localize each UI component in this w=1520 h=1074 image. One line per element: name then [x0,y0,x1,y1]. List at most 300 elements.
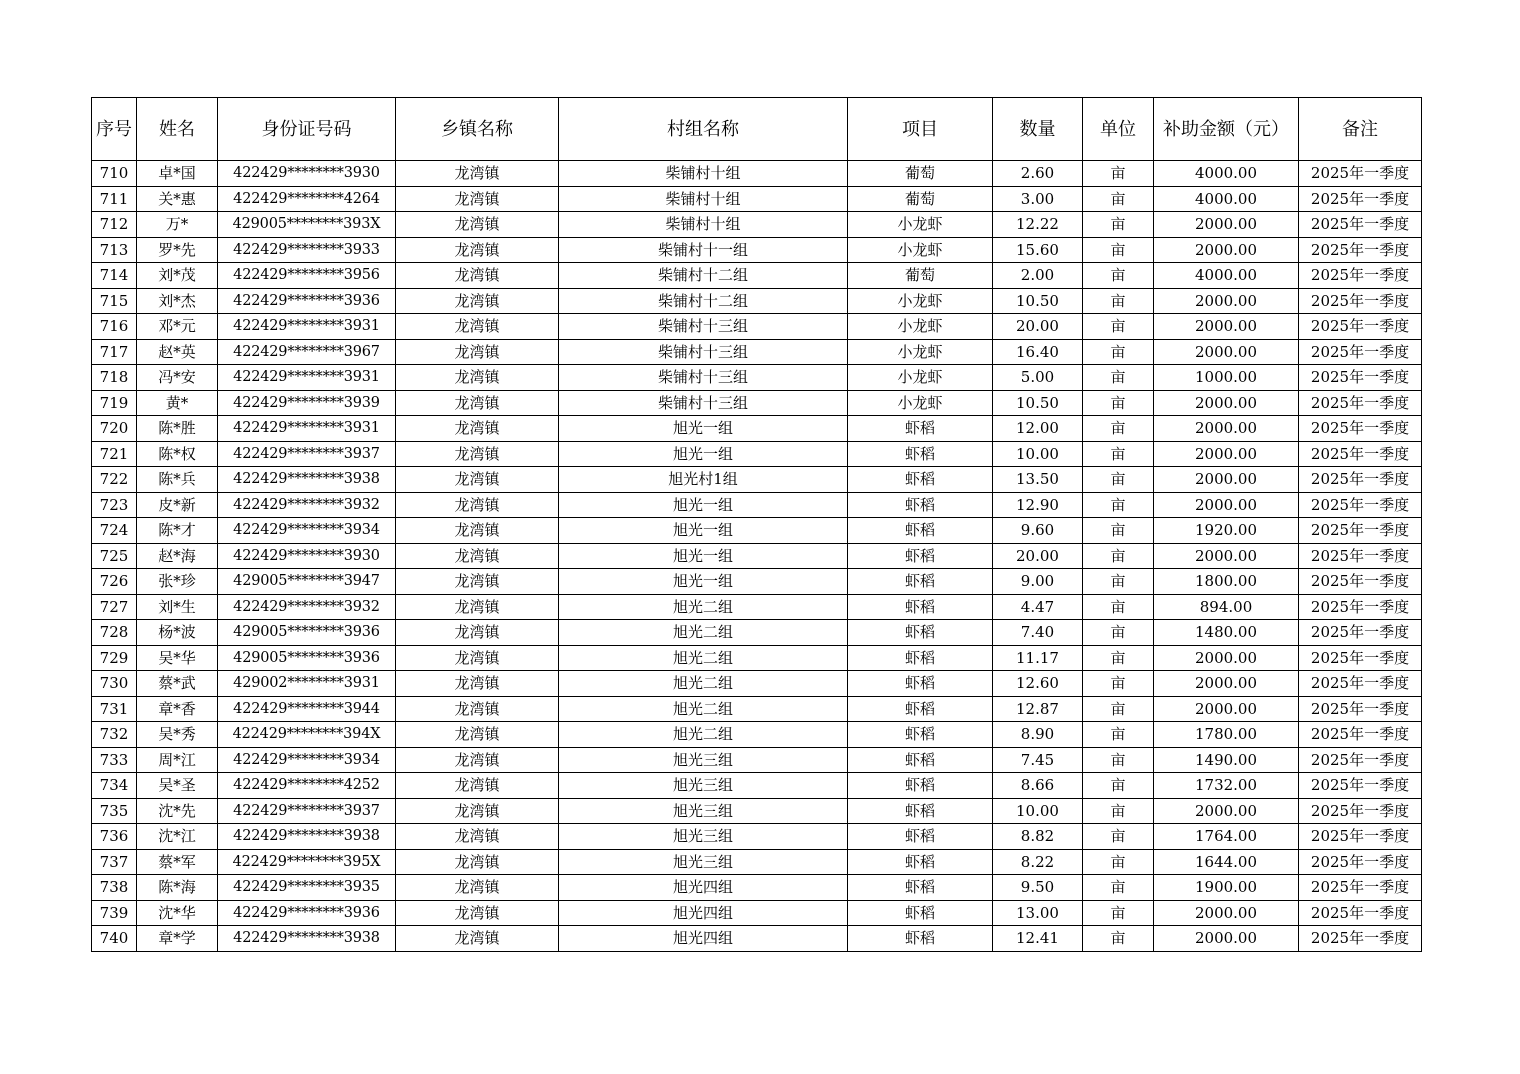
cell-quantity: 9.60 [993,518,1083,544]
cell-subsidy-amount: 2000.00 [1154,645,1299,671]
cell-village-group: 柴铺村十三组 [559,339,848,365]
table-row [92,849,1422,875]
cell-id-number: 422429********3930 [218,161,396,187]
table-row [92,645,1422,671]
cell-index: 722 [92,467,137,493]
cell-name: 刘*杰 [137,288,218,314]
cell-index: 715 [92,288,137,314]
cell-id-number: 422429********3938 [218,467,396,493]
cell-village-group: 旭光一组 [559,543,848,569]
cell-id-number: 422429********3956 [218,263,396,289]
cell-township: 龙湾镇 [396,518,559,544]
cell-id-number: 422429********3934 [218,518,396,544]
table-row [92,671,1422,697]
cell-unit: 亩 [1083,798,1154,824]
cell-project: 虾稻 [848,441,993,467]
cell-remarks: 2025年一季度 [1299,671,1422,697]
cell-village-group: 旭光村1组 [559,467,848,493]
header-id-number: 身份证号码 [218,98,396,161]
cell-index: 735 [92,798,137,824]
cell-unit: 亩 [1083,747,1154,773]
cell-index: 733 [92,747,137,773]
cell-quantity: 3.00 [993,186,1083,212]
cell-subsidy-amount: 4000.00 [1154,263,1299,289]
cell-name: 杨*波 [137,620,218,646]
cell-remarks: 2025年一季度 [1299,747,1422,773]
subsidy-table [91,97,1422,952]
cell-unit: 亩 [1083,518,1154,544]
cell-id-number: 429005********3936 [218,620,396,646]
cell-quantity: 13.50 [993,467,1083,493]
cell-unit: 亩 [1083,875,1154,901]
cell-project: 虾稻 [848,773,993,799]
cell-id-number: 422429********3938 [218,926,396,952]
cell-township: 龙湾镇 [396,671,559,697]
cell-village-group: 旭光三组 [559,824,848,850]
cell-subsidy-amount: 1780.00 [1154,722,1299,748]
cell-unit: 亩 [1083,722,1154,748]
cell-project: 虾稻 [848,543,993,569]
cell-quantity: 10.50 [993,390,1083,416]
table-row [92,518,1422,544]
cell-id-number: 422429********3931 [218,365,396,391]
cell-quantity: 8.82 [993,824,1083,850]
header-remarks: 备注 [1299,98,1422,161]
cell-name: 吴*秀 [137,722,218,748]
cell-township: 龙湾镇 [396,492,559,518]
cell-name: 皮*新 [137,492,218,518]
cell-id-number: 429005********393X [218,212,396,238]
table-row [92,798,1422,824]
cell-name: 蔡*军 [137,849,218,875]
cell-name: 章*香 [137,696,218,722]
cell-subsidy-amount: 1644.00 [1154,849,1299,875]
cell-unit: 亩 [1083,671,1154,697]
cell-subsidy-amount: 2000.00 [1154,543,1299,569]
cell-township: 龙湾镇 [396,186,559,212]
cell-remarks: 2025年一季度 [1299,441,1422,467]
cell-township: 龙湾镇 [396,390,559,416]
cell-village-group: 柴铺村十组 [559,212,848,238]
cell-village-group: 柴铺村十二组 [559,263,848,289]
cell-quantity: 12.41 [993,926,1083,952]
cell-name: 关*惠 [137,186,218,212]
cell-village-group: 旭光一组 [559,518,848,544]
cell-id-number: 422429********3936 [218,900,396,926]
cell-unit: 亩 [1083,594,1154,620]
cell-village-group: 柴铺村十三组 [559,390,848,416]
table-row [92,875,1422,901]
cell-village-group: 柴铺村十组 [559,161,848,187]
cell-township: 龙湾镇 [396,620,559,646]
cell-unit: 亩 [1083,492,1154,518]
cell-township: 龙湾镇 [396,849,559,875]
cell-township: 龙湾镇 [396,543,559,569]
cell-village-group: 旭光三组 [559,773,848,799]
cell-id-number: 422429********4252 [218,773,396,799]
cell-remarks: 2025年一季度 [1299,492,1422,518]
header-project: 项目 [848,98,993,161]
cell-unit: 亩 [1083,849,1154,875]
cell-index: 716 [92,314,137,340]
cell-id-number: 422429********4264 [218,186,396,212]
cell-subsidy-amount: 1900.00 [1154,875,1299,901]
cell-id-number: 422429********3931 [218,314,396,340]
cell-name: 陈*权 [137,441,218,467]
table-row [92,288,1422,314]
cell-name: 邓*元 [137,314,218,340]
cell-remarks: 2025年一季度 [1299,518,1422,544]
cell-village-group: 旭光二组 [559,594,848,620]
cell-project: 虾稻 [848,849,993,875]
header-index: 序号 [92,98,137,161]
cell-remarks: 2025年一季度 [1299,773,1422,799]
cell-quantity: 4.47 [993,594,1083,620]
cell-name: 陈*海 [137,875,218,901]
cell-quantity: 12.22 [993,212,1083,238]
cell-village-group: 旭光一组 [559,441,848,467]
cell-remarks: 2025年一季度 [1299,875,1422,901]
cell-remarks: 2025年一季度 [1299,594,1422,620]
cell-id-number: 422429********3938 [218,824,396,850]
table-row [92,237,1422,263]
cell-project: 小龙虾 [848,390,993,416]
cell-index: 736 [92,824,137,850]
cell-village-group: 旭光三组 [559,798,848,824]
cell-township: 龙湾镇 [396,161,559,187]
cell-project: 小龙虾 [848,365,993,391]
cell-project: 虾稻 [848,747,993,773]
cell-name: 刘*茂 [137,263,218,289]
cell-quantity: 8.90 [993,722,1083,748]
header-name: 姓名 [137,98,218,161]
cell-name: 章*学 [137,926,218,952]
cell-township: 龙湾镇 [396,441,559,467]
cell-index: 727 [92,594,137,620]
cell-unit: 亩 [1083,696,1154,722]
cell-project: 小龙虾 [848,288,993,314]
cell-village-group: 柴铺村十三组 [559,365,848,391]
cell-quantity: 9.50 [993,875,1083,901]
cell-project: 虾稻 [848,594,993,620]
cell-name: 罗*先 [137,237,218,263]
header-subsidy-amount: 补助金额（元） [1154,98,1299,161]
cell-village-group: 柴铺村十组 [559,186,848,212]
cell-remarks: 2025年一季度 [1299,543,1422,569]
cell-township: 龙湾镇 [396,416,559,442]
cell-id-number: 422429********3939 [218,390,396,416]
cell-township: 龙湾镇 [396,237,559,263]
cell-project: 虾稻 [848,926,993,952]
cell-quantity: 10.50 [993,288,1083,314]
cell-index: 721 [92,441,137,467]
cell-quantity: 11.17 [993,645,1083,671]
table-row [92,186,1422,212]
cell-index: 725 [92,543,137,569]
cell-township: 龙湾镇 [396,696,559,722]
table-row [92,620,1422,646]
table-body [92,161,1422,952]
cell-quantity: 10.00 [993,798,1083,824]
cell-village-group: 旭光三组 [559,747,848,773]
cell-index: 738 [92,875,137,901]
cell-unit: 亩 [1083,212,1154,238]
cell-project: 虾稻 [848,900,993,926]
cell-subsidy-amount: 1000.00 [1154,365,1299,391]
cell-name: 吴*华 [137,645,218,671]
cell-remarks: 2025年一季度 [1299,416,1422,442]
cell-remarks: 2025年一季度 [1299,900,1422,926]
cell-township: 龙湾镇 [396,926,559,952]
cell-id-number: 422429********3930 [218,543,396,569]
cell-remarks: 2025年一季度 [1299,161,1422,187]
cell-name: 陈*才 [137,518,218,544]
cell-quantity: 16.40 [993,339,1083,365]
cell-village-group: 旭光二组 [559,620,848,646]
cell-quantity: 5.00 [993,365,1083,391]
cell-index: 730 [92,671,137,697]
header-row [92,98,1422,161]
cell-id-number: 422429********3967 [218,339,396,365]
cell-index: 720 [92,416,137,442]
cell-remarks: 2025年一季度 [1299,798,1422,824]
cell-subsidy-amount: 2000.00 [1154,237,1299,263]
cell-index: 717 [92,339,137,365]
cell-name: 万* [137,212,218,238]
cell-unit: 亩 [1083,186,1154,212]
cell-quantity: 2.60 [993,161,1083,187]
cell-unit: 亩 [1083,645,1154,671]
table-row [92,900,1422,926]
cell-remarks: 2025年一季度 [1299,365,1422,391]
cell-village-group: 柴铺村十二组 [559,288,848,314]
cell-name: 沈*先 [137,798,218,824]
cell-id-number: 422429********394X [218,722,396,748]
cell-index: 710 [92,161,137,187]
cell-index: 714 [92,263,137,289]
cell-unit: 亩 [1083,314,1154,340]
cell-id-number: 422429********3933 [218,237,396,263]
cell-id-number: 422429********3932 [218,594,396,620]
cell-subsidy-amount: 1764.00 [1154,824,1299,850]
cell-township: 龙湾镇 [396,645,559,671]
cell-quantity: 12.87 [993,696,1083,722]
cell-id-number: 422429********3937 [218,441,396,467]
cell-project: 虾稻 [848,671,993,697]
cell-subsidy-amount: 2000.00 [1154,900,1299,926]
cell-village-group: 旭光一组 [559,492,848,518]
cell-remarks: 2025年一季度 [1299,722,1422,748]
cell-project: 虾稻 [848,875,993,901]
cell-id-number: 429005********3936 [218,645,396,671]
cell-subsidy-amount: 2000.00 [1154,416,1299,442]
cell-project: 虾稻 [848,467,993,493]
cell-subsidy-amount: 2000.00 [1154,492,1299,518]
cell-quantity: 15.60 [993,237,1083,263]
cell-quantity: 2.00 [993,263,1083,289]
cell-quantity: 8.22 [993,849,1083,875]
cell-township: 龙湾镇 [396,263,559,289]
cell-township: 龙湾镇 [396,314,559,340]
cell-subsidy-amount: 1490.00 [1154,747,1299,773]
cell-subsidy-amount: 894.00 [1154,594,1299,620]
cell-quantity: 8.66 [993,773,1083,799]
cell-index: 729 [92,645,137,671]
header-village-group: 村组名称 [559,98,848,161]
cell-village-group: 旭光一组 [559,416,848,442]
cell-name: 冯*安 [137,365,218,391]
cell-subsidy-amount: 2000.00 [1154,467,1299,493]
cell-project: 虾稻 [848,824,993,850]
cell-index: 723 [92,492,137,518]
cell-township: 龙湾镇 [396,569,559,595]
cell-project: 虾稻 [848,569,993,595]
cell-township: 龙湾镇 [396,365,559,391]
cell-name: 赵*海 [137,543,218,569]
cell-id-number: 422429********395X [218,849,396,875]
cell-project: 虾稻 [848,645,993,671]
cell-remarks: 2025年一季度 [1299,263,1422,289]
cell-index: 734 [92,773,137,799]
cell-subsidy-amount: 2000.00 [1154,390,1299,416]
cell-index: 731 [92,696,137,722]
cell-id-number: 429005********3947 [218,569,396,595]
cell-remarks: 2025年一季度 [1299,620,1422,646]
cell-unit: 亩 [1083,620,1154,646]
cell-subsidy-amount: 1480.00 [1154,620,1299,646]
header-quantity: 数量 [993,98,1083,161]
cell-remarks: 2025年一季度 [1299,186,1422,212]
table-row [92,263,1422,289]
table-row [92,467,1422,493]
table-row [92,773,1422,799]
table-row [92,416,1422,442]
cell-project: 葡萄 [848,161,993,187]
table-row [92,824,1422,850]
table-row [92,747,1422,773]
cell-township: 龙湾镇 [396,467,559,493]
cell-village-group: 旭光二组 [559,696,848,722]
cell-name: 吴*圣 [137,773,218,799]
cell-project: 虾稻 [848,518,993,544]
cell-unit: 亩 [1083,365,1154,391]
cell-unit: 亩 [1083,467,1154,493]
cell-quantity: 10.00 [993,441,1083,467]
cell-subsidy-amount: 2000.00 [1154,696,1299,722]
cell-unit: 亩 [1083,416,1154,442]
cell-name: 沈*华 [137,900,218,926]
cell-unit: 亩 [1083,237,1154,263]
cell-id-number: 422429********3935 [218,875,396,901]
table-row [92,441,1422,467]
cell-id-number: 429002********3931 [218,671,396,697]
cell-unit: 亩 [1083,543,1154,569]
cell-remarks: 2025年一季度 [1299,467,1422,493]
cell-township: 龙湾镇 [396,798,559,824]
cell-index: 737 [92,849,137,875]
cell-project: 葡萄 [848,263,993,289]
cell-remarks: 2025年一季度 [1299,696,1422,722]
cell-township: 龙湾镇 [396,747,559,773]
cell-township: 龙湾镇 [396,773,559,799]
cell-remarks: 2025年一季度 [1299,288,1422,314]
cell-village-group: 旭光二组 [559,671,848,697]
cell-remarks: 2025年一季度 [1299,926,1422,952]
cell-subsidy-amount: 2000.00 [1154,339,1299,365]
cell-id-number: 422429********3937 [218,798,396,824]
cell-remarks: 2025年一季度 [1299,314,1422,340]
cell-unit: 亩 [1083,288,1154,314]
cell-project: 小龙虾 [848,212,993,238]
cell-name: 刘*生 [137,594,218,620]
cell-project: 虾稻 [848,696,993,722]
table-row [92,569,1422,595]
cell-remarks: 2025年一季度 [1299,390,1422,416]
header-unit: 单位 [1083,98,1154,161]
cell-township: 龙湾镇 [396,212,559,238]
cell-quantity: 7.45 [993,747,1083,773]
table-row [92,594,1422,620]
cell-quantity: 20.00 [993,543,1083,569]
cell-village-group: 旭光一组 [559,569,848,595]
cell-township: 龙湾镇 [396,875,559,901]
cell-subsidy-amount: 2000.00 [1154,288,1299,314]
cell-name: 黄* [137,390,218,416]
cell-township: 龙湾镇 [396,288,559,314]
cell-subsidy-amount: 1800.00 [1154,569,1299,595]
cell-name: 周*江 [137,747,218,773]
cell-unit: 亩 [1083,390,1154,416]
cell-subsidy-amount: 1732.00 [1154,773,1299,799]
cell-subsidy-amount: 2000.00 [1154,314,1299,340]
cell-village-group: 旭光二组 [559,645,848,671]
cell-project: 虾稻 [848,722,993,748]
cell-index: 711 [92,186,137,212]
cell-subsidy-amount: 2000.00 [1154,441,1299,467]
cell-village-group: 柴铺村十三组 [559,314,848,340]
cell-project: 小龙虾 [848,237,993,263]
cell-remarks: 2025年一季度 [1299,824,1422,850]
cell-project: 虾稻 [848,798,993,824]
table-row [92,314,1422,340]
cell-project: 小龙虾 [848,339,993,365]
cell-quantity: 20.00 [993,314,1083,340]
table-row [92,161,1422,187]
cell-index: 712 [92,212,137,238]
cell-id-number: 422429********3931 [218,416,396,442]
cell-subsidy-amount: 4000.00 [1154,186,1299,212]
cell-name: 张*珍 [137,569,218,595]
cell-township: 龙湾镇 [396,824,559,850]
cell-name: 蔡*武 [137,671,218,697]
table-row [92,722,1422,748]
cell-project: 葡萄 [848,186,993,212]
cell-subsidy-amount: 1920.00 [1154,518,1299,544]
cell-remarks: 2025年一季度 [1299,339,1422,365]
cell-quantity: 13.00 [993,900,1083,926]
cell-index: 719 [92,390,137,416]
table-row [92,212,1422,238]
cell-quantity: 9.00 [993,569,1083,595]
cell-project: 虾稻 [848,620,993,646]
cell-unit: 亩 [1083,926,1154,952]
cell-name: 陈*胜 [137,416,218,442]
cell-township: 龙湾镇 [396,900,559,926]
cell-name: 陈*兵 [137,467,218,493]
cell-index: 740 [92,926,137,952]
cell-id-number: 422429********3934 [218,747,396,773]
cell-index: 739 [92,900,137,926]
